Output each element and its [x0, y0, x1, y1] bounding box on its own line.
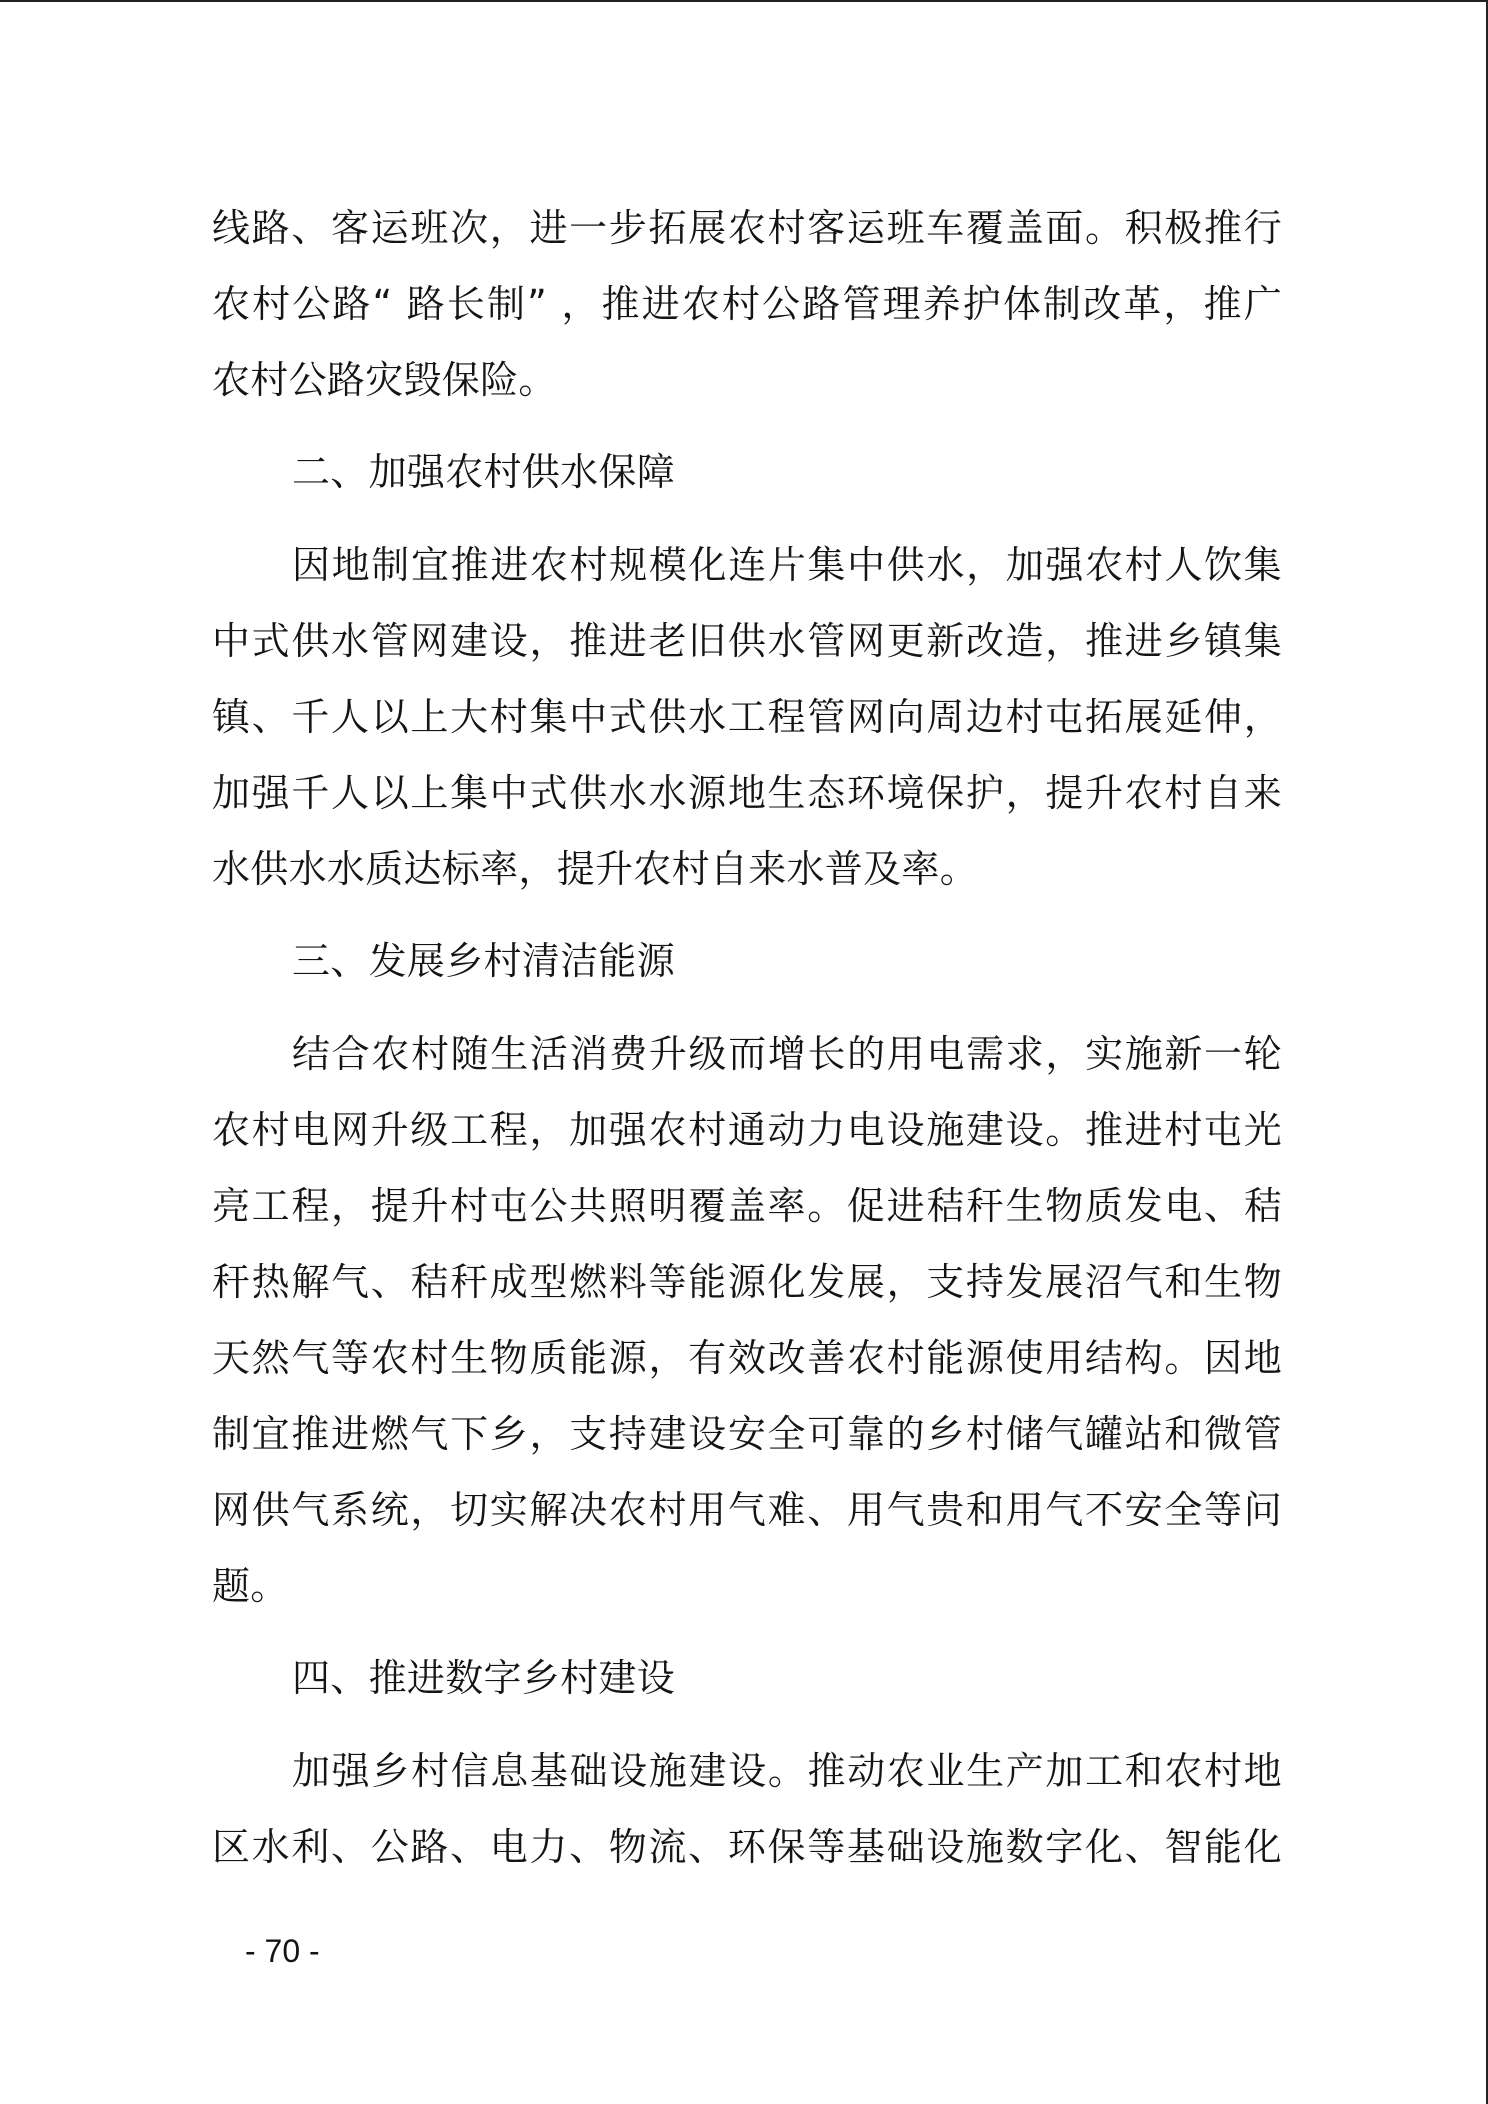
section-heading: 四、推进数字乡村建设 [292, 1656, 676, 1700]
paragraph-line: 亮工程，提升村屯公共照明覆盖率。促进秸秆生物质发电、秸 [212, 1184, 1282, 1228]
paragraph-line: 农村公路灾毁保险。 [212, 358, 557, 402]
paragraph-line: 镇、千人以上大村集中式供水工程管网向周边村屯拓展延伸， [212, 695, 1282, 739]
paragraph-line: 题。 [212, 1564, 289, 1608]
paragraph-line: 加强乡村信息基础设施建设。推动农业生产加工和农村地 [292, 1749, 1282, 1793]
paragraph-line: 秆热解气、秸秆成型燃料等能源化发展，支持发展沼气和生物 [212, 1260, 1282, 1304]
paragraph-line: 网供气系统，切实解决农村用气难、用气贵和用气不安全等问 [212, 1488, 1282, 1532]
section-heading: 三、发展乡村清洁能源 [292, 939, 676, 983]
paragraph-line: 结合农村随生活消费升级而增长的用电需求，实施新一轮 [292, 1032, 1282, 1076]
paragraph-line: 天然气等农村生物质能源，有效改善农村能源使用结构。因地 [212, 1336, 1282, 1380]
section-heading: 二、加强农村供水保障 [292, 450, 676, 494]
paragraph-line: 中式供水管网建设，推进老旧供水管网更新改造，推进乡镇集 [212, 619, 1282, 663]
paragraph-line: 制宜推进燃气下乡，支持建设安全可靠的乡村储气罐站和微管 [212, 1412, 1282, 1456]
paragraph-line: 区水利、公路、电力、物流、环保等基础设施数字化、智能化 [212, 1825, 1282, 1869]
paragraph-line: 农村公路“ 路长制” ，推进农村公路管理养护体制改革，推广 [212, 282, 1282, 326]
page-number: - 70 - [245, 1933, 320, 1969]
paragraph-line: 线路、客运班次，进一步拓展农村客运班车覆盖面。积极推行 [212, 206, 1282, 250]
paragraph-line: 农村电网升级工程，加强农村通动力电设施建设。推进村屯光 [212, 1108, 1282, 1152]
paragraph-line: 因地制宜推进农村规模化连片集中供水，加强农村人饮集 [292, 543, 1282, 587]
paragraph-line: 加强千人以上集中式供水水源地生态环境保护，提升农村自来 [212, 771, 1282, 815]
paragraph-line: 水供水水质达标率，提升农村自来水普及率。 [212, 847, 979, 891]
top-border [0, 0, 1488, 2]
